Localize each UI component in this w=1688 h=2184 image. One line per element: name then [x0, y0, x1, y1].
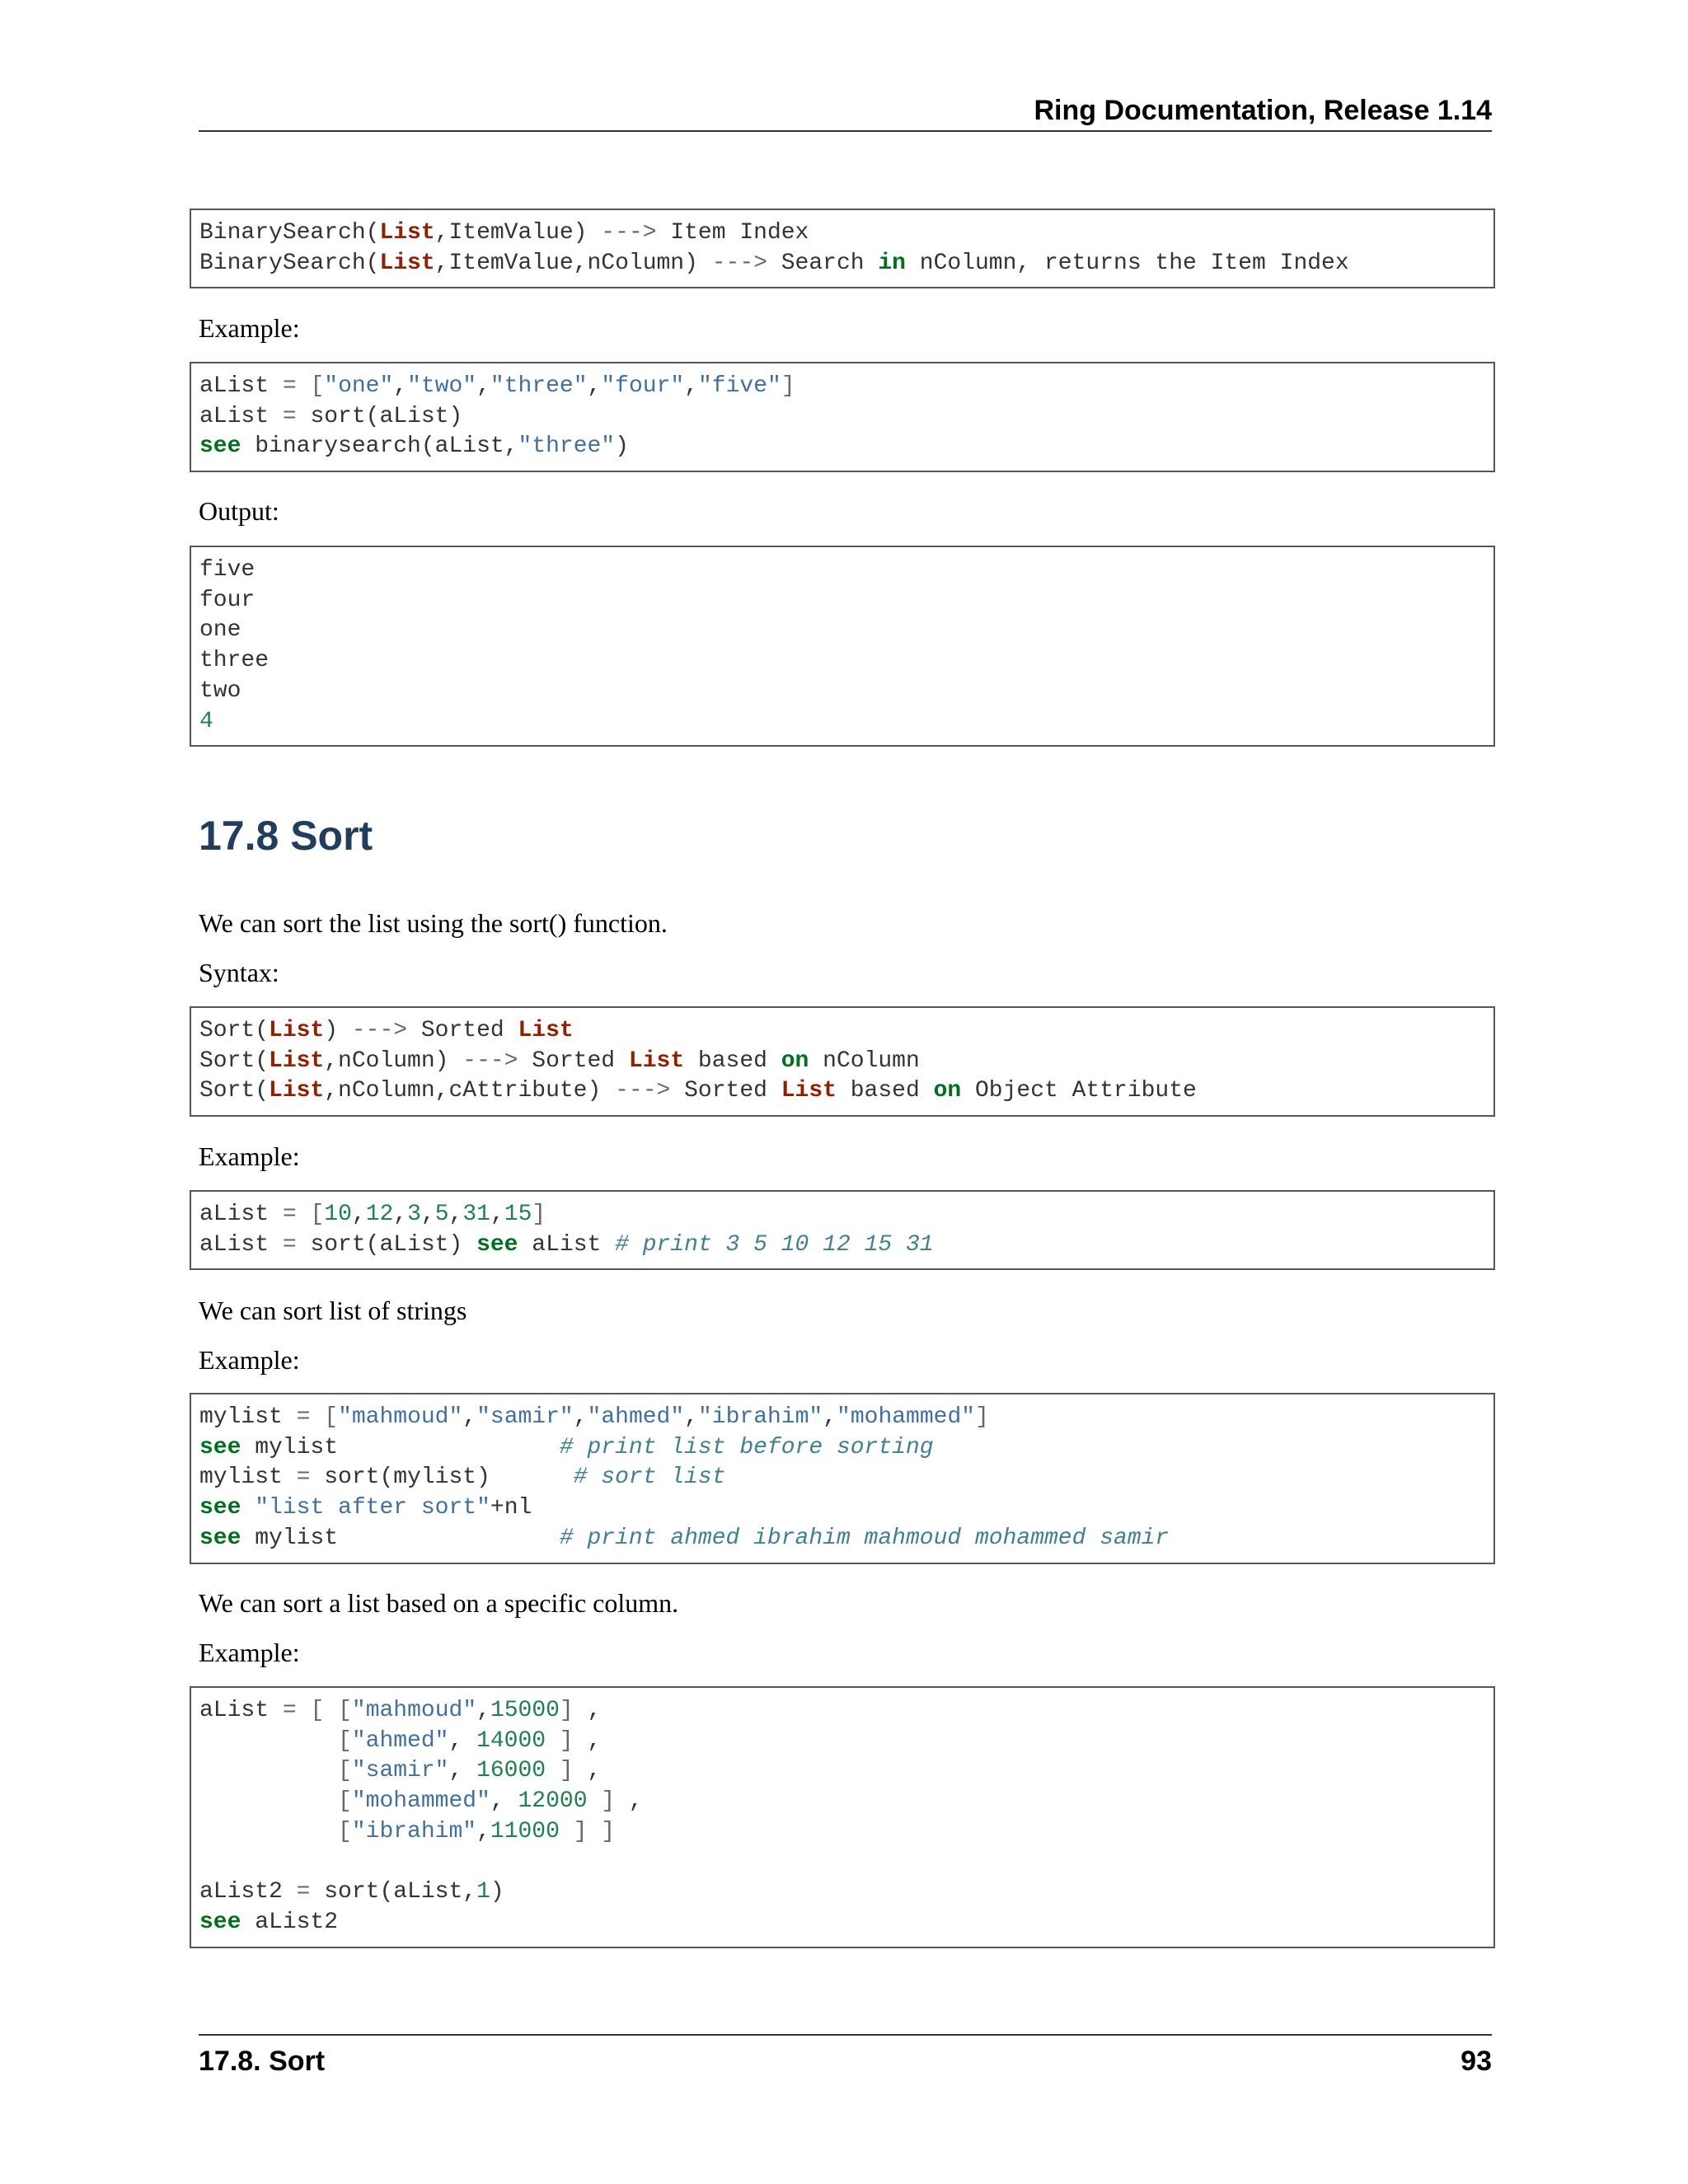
code-token: "list after sort"	[255, 1495, 490, 1521]
label-example: Example:	[199, 1141, 300, 1171]
code-token: ]	[559, 1698, 574, 1723]
paragraph-intro: We can sort the list using the sort() function.	[199, 908, 668, 938]
code-token: ,	[684, 1404, 698, 1430]
code-token: on	[933, 1078, 962, 1104]
code-token: sort(aList,	[310, 1879, 477, 1905]
code-block-sort-numbers	[190, 1190, 1495, 1270]
section-heading: 17.8 Sort	[199, 813, 373, 859]
code-token: see	[199, 1495, 241, 1521]
code-token: [	[338, 1698, 352, 1723]
code-token: List	[269, 1078, 325, 1104]
code-token: ]	[601, 1788, 616, 1815]
code-token: =	[282, 373, 297, 399]
code-token: List	[518, 1018, 574, 1043]
code-token: Item Index	[656, 220, 809, 246]
code-token: List	[379, 250, 435, 276]
code-line	[199, 677, 1485, 707]
code-token: see	[199, 1434, 241, 1460]
code-token	[241, 1495, 255, 1521]
code-token: BinarySearch(	[199, 220, 380, 246]
code-token: ]	[559, 1727, 574, 1754]
code-token: aList	[199, 373, 283, 399]
code-token: Sort(	[199, 1078, 270, 1104]
code-line	[199, 1230, 1485, 1261]
code-token: ]	[573, 1818, 588, 1844]
code-token: ,nColumn)	[324, 1047, 463, 1074]
code-token: Sorted	[518, 1047, 629, 1074]
code-token: [	[310, 1202, 325, 1227]
header-title: Ring Documentation, Release 1.14	[1034, 95, 1492, 126]
code-token: ,	[476, 1698, 490, 1723]
code-token: )	[490, 1879, 504, 1905]
code-token	[297, 1698, 311, 1723]
code-token	[199, 1758, 338, 1783]
code-line	[199, 1787, 1485, 1817]
code-token: =	[296, 1404, 311, 1430]
code-token: "samir"	[351, 1758, 449, 1784]
code-line	[199, 218, 1485, 249]
code-token: mylist	[241, 1525, 560, 1551]
code-token: nColumn, returns the Item Index	[905, 250, 1349, 276]
code-line	[199, 1403, 1485, 1433]
code-token: sort(aList)	[296, 403, 463, 429]
code-token	[199, 1728, 338, 1754]
code-token: aList	[199, 1202, 283, 1227]
code-token: "mahmoud"	[338, 1404, 463, 1430]
code-token: 4	[199, 708, 213, 734]
code-token: "four"	[601, 373, 685, 399]
code-token: 15000	[490, 1698, 560, 1723]
code-token: =	[296, 1465, 311, 1491]
code-line	[199, 1200, 1485, 1230]
code-token: ,nColumn,cAttribute)	[324, 1078, 616, 1104]
code-token: see	[199, 1909, 241, 1935]
code-token	[199, 1819, 338, 1844]
code-block-binarysearch-example	[190, 362, 1495, 472]
code-token: # print list before sorting	[559, 1434, 934, 1460]
code-token: [	[338, 1818, 352, 1844]
code-token: ,	[448, 1758, 477, 1784]
code-block-sort-strings	[190, 1393, 1495, 1564]
code-token: on	[781, 1047, 809, 1074]
code-line	[199, 1727, 1485, 1757]
code-token: ]	[975, 1404, 989, 1430]
code-token: "mohammed"	[837, 1404, 976, 1430]
code-token: Sorted	[407, 1018, 518, 1043]
code-token: [	[310, 1698, 325, 1723]
code-block-sort-column	[190, 1686, 1495, 1948]
code-token: BinarySearch(	[199, 250, 380, 276]
code-token: "three"	[490, 373, 588, 399]
code-line	[199, 1493, 1485, 1524]
code-token: )	[615, 434, 629, 460]
code-line	[199, 402, 1485, 433]
code-token: "mohammed"	[351, 1788, 490, 1815]
code-token: ,	[393, 1202, 408, 1227]
code-token: =	[296, 1879, 311, 1905]
code-token: aList2	[199, 1879, 297, 1905]
code-token	[546, 1728, 560, 1754]
code-token: 5	[434, 1202, 449, 1227]
code-token: ,	[573, 1698, 602, 1723]
code-token: 31	[462, 1202, 490, 1227]
code-token: see	[199, 1525, 241, 1551]
code-line	[199, 1463, 1485, 1493]
code-token: 1	[476, 1879, 490, 1905]
label-output: Output:	[199, 496, 279, 526]
code-token: [	[324, 1404, 339, 1430]
label-syntax: Syntax:	[199, 958, 279, 987]
code-token	[324, 1698, 338, 1723]
code-token: ,	[420, 1202, 435, 1227]
code-token: binarysearch(aList,	[241, 434, 518, 460]
code-token: ,	[462, 1404, 477, 1430]
code-token: see	[199, 434, 241, 460]
code-token: Sorted	[670, 1078, 781, 1104]
code-token: List	[379, 220, 435, 246]
code-block-sort-syntax	[190, 1006, 1495, 1117]
code-token: List	[269, 1047, 325, 1074]
code-token: ,	[448, 1727, 477, 1754]
code-token: 10	[324, 1202, 352, 1227]
code-token: --->	[615, 1078, 671, 1104]
code-token: ,	[476, 1818, 490, 1844]
code-token: --->	[351, 1018, 408, 1043]
code-token	[297, 373, 311, 399]
code-token: five	[199, 557, 256, 583]
code-token: [	[338, 1788, 352, 1815]
code-token: ,	[573, 1727, 602, 1754]
code-token: 15	[504, 1202, 532, 1227]
code-token: "two"	[407, 373, 477, 399]
code-token: # print ahmed ibrahim mahmoud mohammed samir	[559, 1525, 1170, 1551]
code-token: # sort list	[573, 1465, 726, 1491]
code-token	[588, 1819, 602, 1844]
code-token: Object Attribute	[961, 1078, 1197, 1104]
code-line	[199, 1524, 1485, 1554]
code-token: List	[781, 1078, 837, 1104]
code-line	[199, 1047, 1485, 1077]
paragraph-column-intro: We can sort a list based on a specific column.	[199, 1588, 679, 1618]
code-token: "five"	[698, 373, 781, 399]
code-line	[199, 1016, 1485, 1047]
code-token: aList	[518, 1231, 616, 1258]
code-token: based	[836, 1078, 934, 1104]
code-token	[560, 1819, 574, 1844]
code-line	[199, 616, 1485, 646]
code-token: List	[628, 1047, 685, 1074]
code-token: ,ItemValue)	[434, 220, 602, 246]
code-token: =	[282, 403, 297, 429]
code-token: ,	[615, 1788, 643, 1815]
code-token: ,ItemValue,nColumn)	[434, 250, 712, 276]
code-token: 11000	[490, 1818, 560, 1844]
code-token: ,	[476, 373, 490, 399]
code-token: see	[476, 1231, 518, 1258]
code-token: sort(aList)	[296, 1231, 477, 1258]
code-line	[199, 1076, 1485, 1107]
code-line	[199, 1817, 1485, 1848]
code-line	[199, 586, 1485, 616]
code-token: based	[684, 1047, 781, 1074]
code-token: Sort(	[199, 1018, 270, 1043]
code-token: mylist	[199, 1465, 297, 1491]
code-line	[199, 249, 1485, 279]
code-token: # print 3 5 10 12 15 31	[615, 1231, 934, 1258]
code-token: ]	[559, 1758, 574, 1784]
code-line	[199, 1433, 1485, 1464]
code-token: 14000	[476, 1727, 546, 1754]
code-token: ,	[573, 1404, 588, 1430]
code-token	[588, 1788, 602, 1814]
code-token: --->	[601, 220, 657, 246]
code-token: two	[199, 677, 241, 704]
code-token: --->	[711, 250, 767, 276]
code-token	[546, 1758, 560, 1783]
code-token: "ahmed"	[587, 1404, 685, 1430]
code-token: ]	[532, 1202, 546, 1227]
code-token: =	[282, 1202, 297, 1227]
code-line	[199, 432, 1485, 462]
footer-section: 17.8. Sort	[199, 2046, 326, 2077]
code-token: mylist	[199, 1404, 297, 1430]
code-token: ]	[601, 1818, 616, 1844]
code-token: "ibrahim"	[351, 1818, 477, 1844]
code-token: ,	[490, 1202, 504, 1227]
code-token: List	[269, 1018, 325, 1043]
code-token: aList2	[241, 1909, 339, 1935]
page-header	[199, 91, 1492, 132]
code-token: aList	[199, 1698, 283, 1723]
code-token: --->	[462, 1047, 518, 1074]
code-token: ]	[781, 373, 795, 399]
code-token: ,	[573, 1758, 602, 1784]
code-token: ,	[448, 1202, 463, 1227]
code-token: aList	[199, 1231, 283, 1258]
code-token: =	[282, 1231, 297, 1258]
code-token: "three"	[518, 434, 616, 460]
paragraph-strings-intro: We can sort list of strings	[199, 1296, 467, 1325]
label-example: Example:	[199, 1638, 300, 1667]
code-token: [	[310, 373, 325, 399]
code-token: [	[338, 1727, 352, 1754]
code-token: in	[878, 250, 906, 276]
code-line	[199, 1877, 1485, 1908]
code-token	[297, 1202, 311, 1227]
code-token: three	[199, 648, 270, 674]
code-token: ,	[490, 1788, 518, 1815]
code-token: +nl	[490, 1495, 532, 1521]
code-line	[199, 1908, 1485, 1938]
code-token: four	[199, 587, 256, 613]
code-token: Sort(	[199, 1047, 270, 1074]
code-line	[199, 1848, 1485, 1878]
code-line	[199, 646, 1485, 677]
code-token	[199, 1788, 338, 1814]
code-block-binarysearch-output	[190, 546, 1495, 747]
code-line	[199, 707, 1485, 738]
code-token: ,	[587, 373, 602, 399]
code-token: ,	[684, 373, 698, 399]
code-token: )	[324, 1018, 352, 1043]
code-line	[199, 372, 1485, 402]
code-token: aList	[199, 403, 283, 429]
code-token: ,	[351, 1202, 366, 1227]
code-line	[199, 1756, 1485, 1787]
page-footer	[199, 2034, 1492, 2077]
code-token: ,	[823, 1404, 837, 1430]
code-token: Search	[767, 250, 879, 276]
code-token: "ibrahim"	[697, 1404, 823, 1430]
label-example: Example:	[199, 313, 300, 343]
code-token: =	[282, 1698, 297, 1723]
code-line	[199, 1696, 1485, 1727]
code-token: 12000	[518, 1788, 588, 1815]
code-token: mylist	[241, 1434, 560, 1460]
page-number: 93	[1461, 2046, 1492, 2077]
label-example: Example:	[199, 1345, 300, 1375]
code-token: ,	[393, 373, 408, 399]
code-line	[199, 555, 1485, 586]
code-token: 3	[407, 1202, 421, 1227]
code-token: nColumn	[809, 1047, 920, 1074]
code-token: "one"	[324, 373, 394, 399]
code-token: 12	[365, 1202, 394, 1227]
code-block-binarysearch-syntax	[190, 209, 1495, 288]
code-token: "mahmoud"	[351, 1698, 477, 1723]
code-token: "ahmed"	[351, 1727, 449, 1754]
code-token	[310, 1404, 324, 1430]
code-token: "samir"	[476, 1404, 574, 1430]
code-token: [	[338, 1758, 352, 1784]
code-token: sort(mylist)	[310, 1465, 574, 1491]
code-token: 16000	[476, 1758, 546, 1784]
code-token: one	[199, 617, 241, 644]
